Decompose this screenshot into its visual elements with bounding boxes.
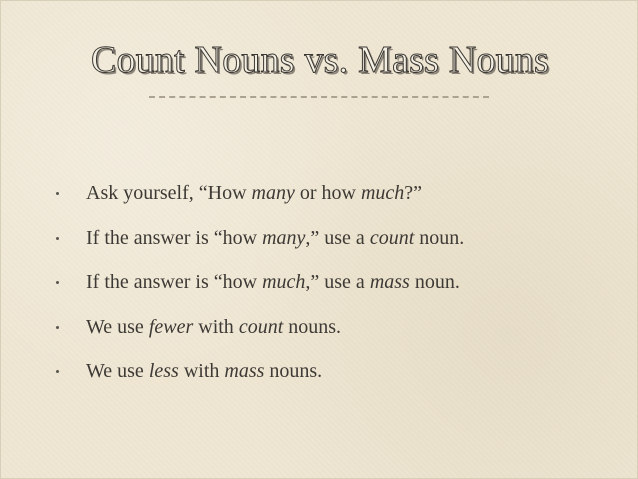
- bullet-text: [86, 266, 460, 298]
- bullet-text: [86, 177, 422, 209]
- slide-title: Count Nouns vs. Mass Nouns: [90, 39, 550, 81]
- bullet-segment: fewer: [148, 315, 194, 338]
- bullet-segment: much: [360, 182, 405, 204]
- bullet-segment: or how: [294, 182, 361, 204]
- bullet-icon: [56, 326, 59, 329]
- bullet-segment: count: [369, 226, 415, 249]
- bullet-segment: count: [238, 315, 284, 338]
- bullet-segment: nouns.: [283, 315, 342, 338]
- bullet-segment: We use: [86, 360, 149, 382]
- bullet-segment: many: [251, 182, 295, 204]
- bullet-icon: [56, 192, 59, 195]
- bullet-text: [86, 222, 464, 254]
- bullet-segment: If the answer is “how: [86, 271, 263, 293]
- bullet-text: [86, 355, 322, 387]
- bullet-segment: mass: [369, 271, 410, 293]
- bullet-item: [1, 266, 638, 298]
- bullet-text: [86, 311, 341, 343]
- bullet-segment: ,” use a: [305, 271, 370, 293]
- bullet-segment: If the answer is “how: [86, 226, 263, 249]
- bullet-segment: with: [178, 360, 225, 382]
- bullet-segment: noun.: [409, 271, 460, 293]
- bullet-item: [1, 311, 638, 343]
- title-divider: [149, 96, 489, 98]
- bullet-segment: much: [262, 271, 306, 293]
- bullet-segment: noun.: [414, 226, 465, 249]
- bullet-item: [1, 177, 638, 209]
- bullet-segment: many: [262, 226, 306, 249]
- bullet-segment: less: [148, 360, 179, 382]
- bullet-segment: We use: [86, 315, 149, 338]
- bullet-item: [1, 355, 638, 387]
- bullet-segment: mass: [224, 360, 265, 382]
- bullet-icon: [56, 237, 59, 240]
- bullet-segment: nouns.: [264, 360, 323, 382]
- bullet-item: [1, 222, 638, 254]
- bullet-segment: Ask yourself, “How: [86, 182, 252, 204]
- bullet-icon: [56, 370, 59, 373]
- bullet-segment: ,” use a: [305, 226, 370, 249]
- bullet-segment: ?”: [404, 182, 423, 204]
- bullet-icon: [56, 281, 59, 284]
- bullet-list: [1, 177, 638, 400]
- bullet-segment: with: [193, 315, 239, 338]
